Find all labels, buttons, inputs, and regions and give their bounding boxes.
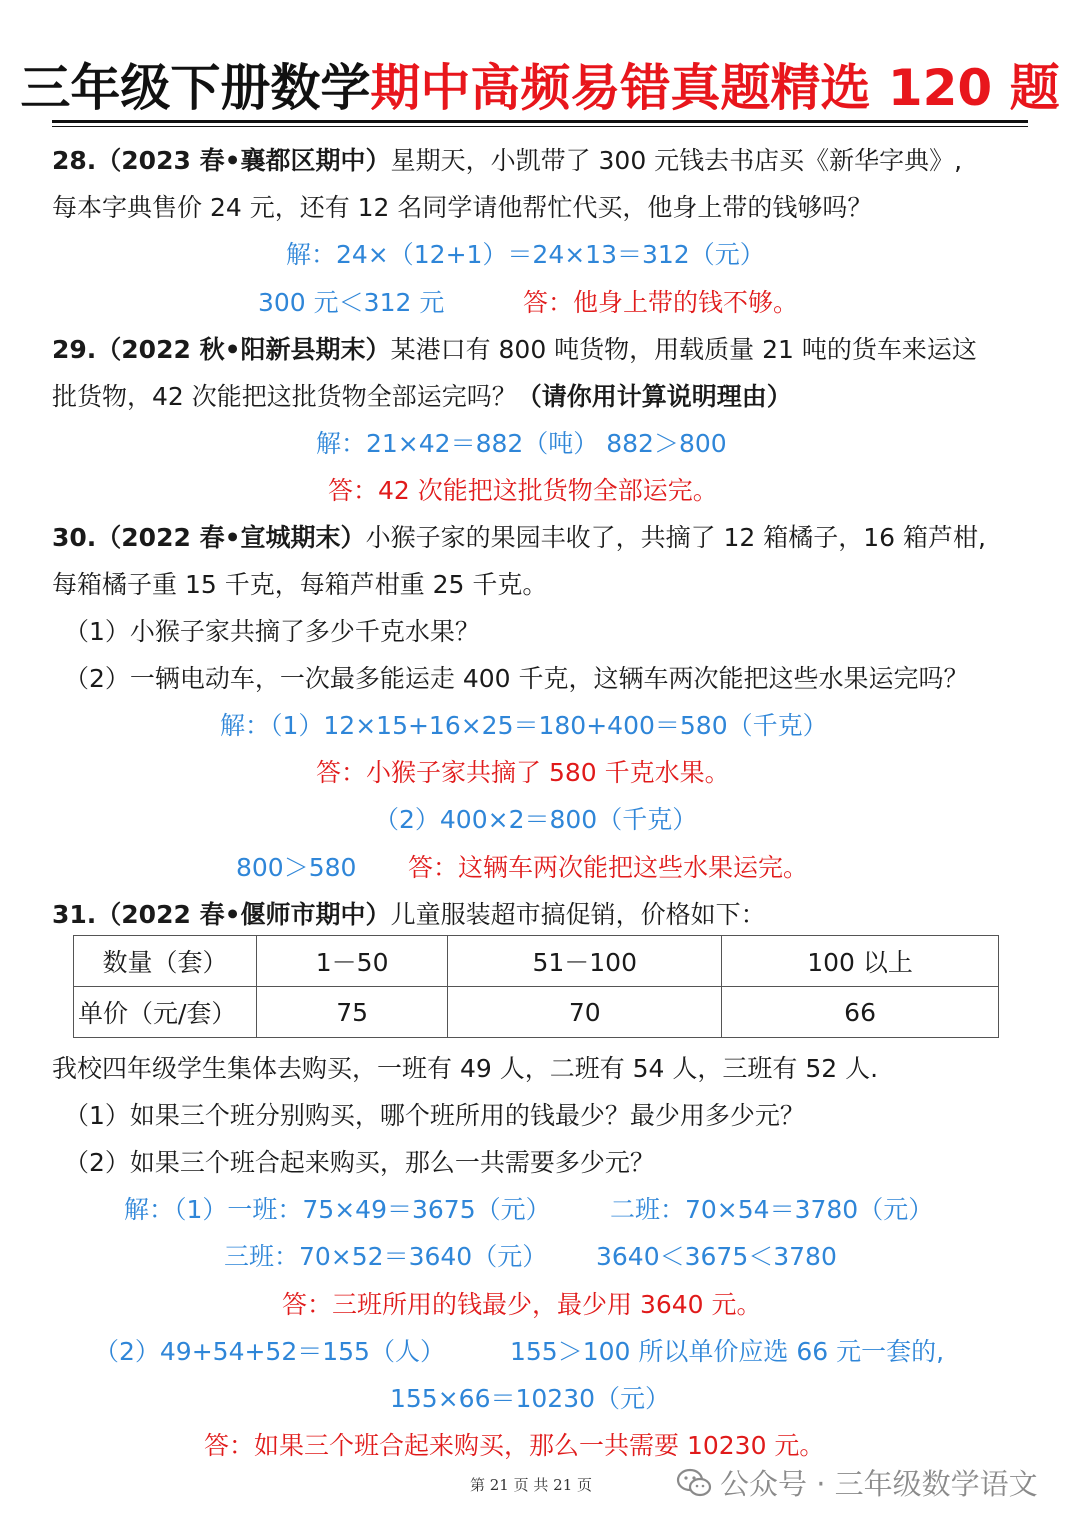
q31-text1: 儿童服装超市搞促销，价格如下： <box>390 900 766 929</box>
q30-line1 <box>52 521 1042 555</box>
q30-solution2: （2）400×2＝800（千克） <box>374 805 698 834</box>
q29-line2 <box>52 380 1042 414</box>
table-row <box>74 936 999 987</box>
table-header-cell: 1－50 <box>257 936 448 987</box>
table-cell: 单价（元/套） <box>74 987 257 1038</box>
q31-solution1a: 解：（1）一班：75×49＝3675（元） <box>124 1195 551 1224</box>
q30-line2: 每箱橘子重 15 千克，每箱芦柑重 25 千克。 <box>52 570 548 599</box>
table-header-cell: 100 以上 <box>722 936 999 987</box>
q30-answer2: 答：这辆车两次能把这些水果运完。 <box>408 853 809 882</box>
q31-line1 <box>52 898 1042 932</box>
q30-sub1: （1）小猴子家共摘了多少千克水果？ <box>64 617 480 646</box>
page-title <box>0 52 1080 124</box>
wechat-icon <box>676 1468 712 1498</box>
q31-sub1: （1）如果三个班分别购买，哪个班所用的钱最少？最少用多少元？ <box>64 1101 805 1130</box>
q31-sub2: （2）如果三个班合起来购买，那么一共需要多少元？ <box>64 1148 655 1177</box>
table-header-cell: 数量（套） <box>74 936 257 987</box>
q31-solution4: 155×66＝10230（元） <box>390 1384 671 1413</box>
q30-text1: 小猴子家的果园丰收了，共摘了 12 箱橘子，16 箱芦柑, <box>365 523 986 552</box>
q30-label: 30.（2022 春•宣城期末） <box>52 523 366 552</box>
q31-solution1b: 二班：70×54＝3780（元） <box>610 1195 934 1224</box>
title-part1: 三年级下册数学 <box>20 59 371 117</box>
q28-compare: 300 元＜312 元 <box>258 288 445 317</box>
q30-solution1: 解：（1）12×15+16×25＝180+400＝580（千克） <box>220 711 828 740</box>
table-cell: 75 <box>257 987 448 1038</box>
q31-solution2b: 3640＜3675＜3780 <box>596 1242 837 1271</box>
watermark <box>676 1462 1038 1503</box>
q29-solution: 解：21×42＝882（吨） 882＞800 <box>316 429 727 458</box>
q31-answer1: 答：三班所用的钱最少，最少用 3640 元。 <box>282 1290 762 1319</box>
q28-text1: 星期天，小凯带了 300 元钱去书店买《新华字典》, <box>390 146 963 175</box>
q29-label: 29.（2022 秋•阳新县期末） <box>52 335 391 364</box>
q28-solution: 解：24×（12+1）＝24×13＝312（元） <box>286 240 765 269</box>
q31-solution3b: 155＞100 所以单价应选 66 元一套的, <box>510 1337 945 1366</box>
title-rule-thin <box>52 126 1028 127</box>
q31-answer2: 答：如果三个班合起来购买，那么一共需要 10230 元。 <box>204 1431 825 1460</box>
q28-answer: 答：他身上带的钱不够。 <box>523 288 799 317</box>
q29-text2: 批货物，42 次能把这批货物全部运完吗？ <box>52 382 517 411</box>
table-header-cell: 51－100 <box>448 936 722 987</box>
watermark-text: 公众号 · 三年级数学语文 <box>720 1467 1038 1501</box>
q28-line1 <box>52 144 1042 178</box>
price-table <box>73 935 999 1038</box>
q30-sub2: （2）一辆电动车，一次最多能运走 400 千克，这辆车两次能把这些水果运完吗？ <box>64 664 969 693</box>
page-number: 第 21 页 共 21 页 <box>470 1476 593 1494</box>
q30-compare: 800＞580 <box>236 853 357 882</box>
table-cell: 70 <box>448 987 722 1038</box>
q29-note: （请你用计算说明理由） <box>516 382 792 411</box>
q30-answer1: 答：小猴子家共摘了 580 千克水果。 <box>316 758 730 787</box>
title-rule <box>52 120 1028 123</box>
q31-line2: 我校四年级学生集体去购买，一班有 49 人，二班有 54 人，三班有 52 人. <box>52 1054 879 1083</box>
q31-solution2a: 三班：70×52＝3640（元） <box>224 1242 548 1271</box>
q29-answer: 答：42 次能把这批货物全部运完。 <box>328 476 718 505</box>
q28-label: 28.（2023 春•襄都区期中） <box>52 146 391 175</box>
q28-line2: 每本字典售价 24 元，还有 12 名同学请他帮忙代买，他身上带的钱够吗？ <box>52 193 873 222</box>
q29-text1: 某港口有 800 吨货物，用载质量 21 吨的货车来运这 <box>390 335 977 364</box>
q31-solution3a: （2）49+54+52＝155（人） <box>94 1337 445 1366</box>
q31-label: 31.（2022 春•偃师市期中） <box>52 900 391 929</box>
title-part2: 期中高频易错真题精选 120 题 <box>370 59 1060 117</box>
q29-line1 <box>52 333 1042 367</box>
table-cell: 66 <box>722 987 999 1038</box>
table-row <box>74 987 999 1038</box>
